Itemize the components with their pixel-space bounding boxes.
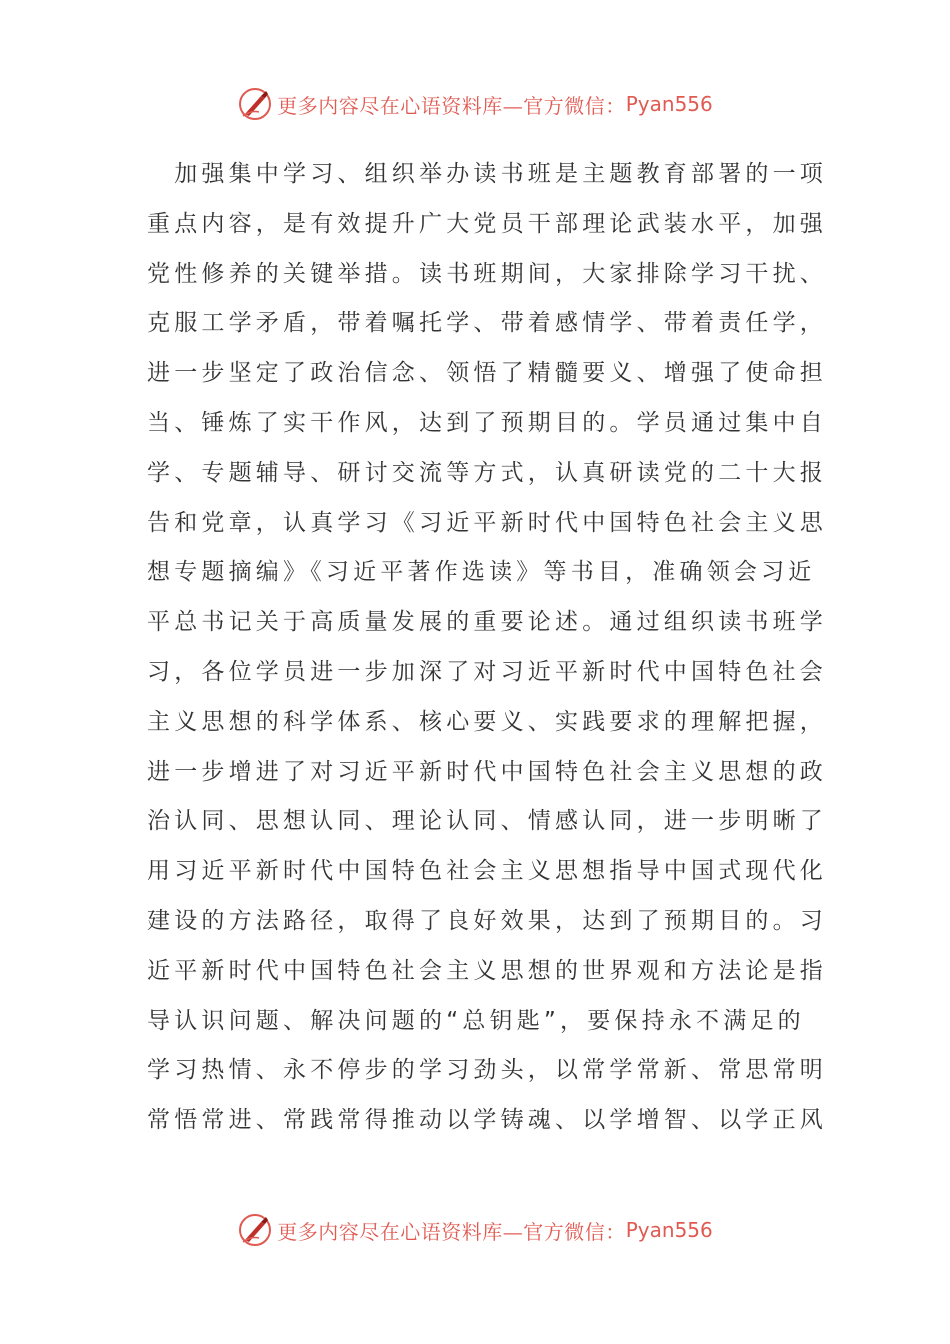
footer-wechat-id: Pyan556 — [625, 1218, 713, 1242]
pen-logo-icon — [237, 86, 273, 122]
text-line: 导认识问题、解决问题的“总钥匙”，要保持永不满足的 — [147, 1007, 805, 1034]
text-line: 主义思想的科学体系、核心要义、实践要求的理解把握， — [147, 708, 827, 735]
footer-banner — [0, 1210, 950, 1250]
text-line: 治认同、思想认同、理论认同、情感认同，进一步明晰了 — [147, 808, 827, 835]
text-line: 建设的方法路径，取得了良好效果，达到了预期目的。习 — [147, 907, 827, 934]
text-line: 学习热情、永不停步的学习劲头，以常学常新、常思常明 — [147, 1057, 827, 1084]
text-line: 习，各位学员进一步加深了对习近平新时代中国特色社会 — [147, 658, 827, 685]
footer-banner-text: 更多内容尽在心语资料库—官方微信： — [277, 1219, 626, 1244]
pen-logo-icon — [237, 1212, 273, 1248]
header-banner-text: 更多内容尽在心语资料库—官方微信： — [277, 93, 626, 118]
text-line: 学、专题辅导、研讨交流等方式，认真研读党的二十大报 — [147, 459, 827, 486]
text-line: 常悟常进、常践常得推动以学铸魂、以学增智、以学正风 — [147, 1107, 827, 1134]
article-body — [147, 150, 827, 1146]
header-wechat-id: Pyan556 — [625, 92, 713, 116]
text-line: 进一步增进了对习近平新时代中国特色社会主义思想的政 — [147, 758, 827, 785]
text-line: 用习近平新时代中国特色社会主义思想指导中国式现代化 — [147, 858, 827, 885]
text-line: 进一步坚定了政治信念、领悟了精髓要义、增强了使命担 — [147, 360, 827, 387]
text-line: 党性修养的关键举措。读书班期间，大家排除学习干扰、 — [147, 260, 827, 287]
text-line: 当、锤炼了实干作风，达到了预期目的。学员通过集中自 — [147, 409, 827, 436]
text-line: 平总书记关于高质量发展的重要论述。通过组织读书班学 — [147, 609, 827, 636]
text-line: 克服工学矛盾，带着嘱托学、带着感情学、带着责任学， — [147, 310, 827, 337]
text-line: 想专题摘编》《习近平著作选读》等书目，准确领会习近 — [147, 559, 816, 586]
text-line: 近平新时代中国特色社会主义思想的世界观和方法论是指 — [147, 957, 827, 984]
header-banner — [0, 84, 950, 124]
text-line: 告和党章，认真学习《习近平新时代中国特色社会主义思 — [147, 509, 827, 536]
text-line: 加强集中学习、组织举办读书班是主题教育部署的一项 — [147, 161, 827, 187]
text-line: 重点内容，是有效提升广大党员干部理论武装水平，加强 — [147, 210, 827, 237]
